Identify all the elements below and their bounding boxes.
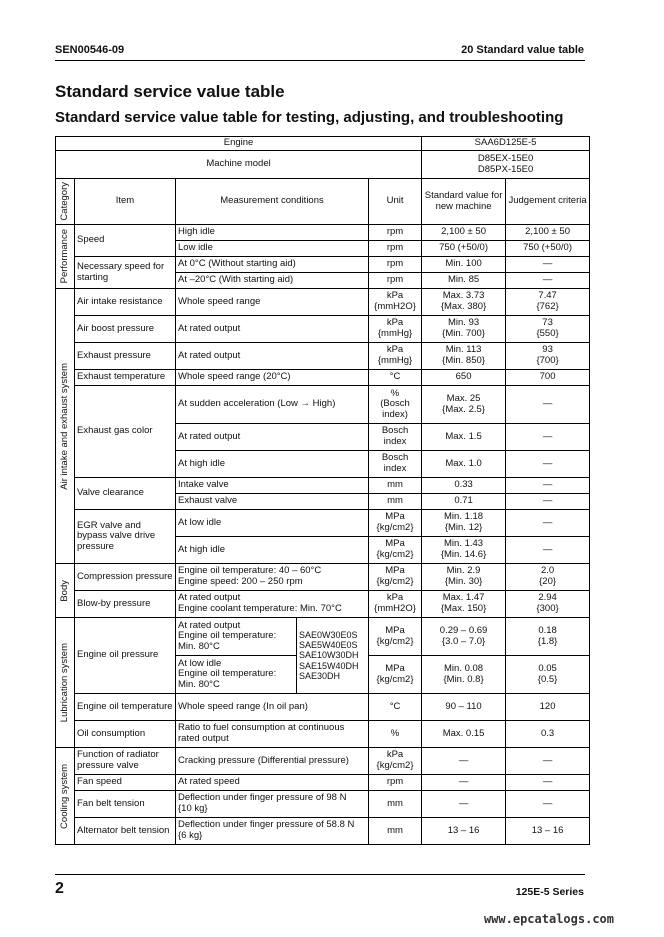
unit: °C bbox=[369, 694, 422, 721]
table-row bbox=[56, 791, 590, 818]
standard-value: 750 (+50/0) bbox=[422, 241, 506, 257]
item-oil-consumption: Oil consumption bbox=[75, 721, 176, 748]
judgement-value: — bbox=[506, 257, 590, 273]
judgement-value: — bbox=[506, 775, 590, 791]
unit: MPa {kg/cm2} bbox=[369, 510, 422, 537]
table-row bbox=[56, 478, 590, 494]
standard-value: Min. 93 {Min. 700} bbox=[422, 316, 506, 343]
unit-header: Unit bbox=[369, 179, 422, 225]
standard-value: Max. 1.47 {Max. 150} bbox=[422, 591, 506, 618]
unit: MPa {kg/cm2} bbox=[369, 618, 422, 656]
category-header: Category bbox=[56, 179, 75, 225]
condition: Whole speed range (In oil pan) bbox=[176, 694, 369, 721]
standard-value: Min. 1.43 {Min. 14.6} bbox=[422, 537, 506, 564]
judgement-value: 2.0 {20} bbox=[506, 564, 590, 591]
column-header-row bbox=[56, 179, 590, 225]
judgement-value: 0.18 {1.8} bbox=[506, 618, 590, 656]
judgement-value: 13 – 16 bbox=[506, 818, 590, 845]
standard-value: Min. 113 {Min. 850} bbox=[422, 343, 506, 370]
machine-model-2: D85PX-15E0 bbox=[477, 163, 534, 175]
standard-value: Min. 2.9 {Min. 30} bbox=[422, 564, 506, 591]
unit: % bbox=[369, 721, 422, 748]
unit: MPa {kg/cm2} bbox=[369, 656, 422, 694]
judgement-value: — bbox=[506, 386, 590, 424]
standard-value: 0.33 bbox=[422, 478, 506, 494]
category-lubrication: Lubrication system bbox=[56, 618, 75, 748]
condition: Whole speed range bbox=[176, 289, 369, 316]
conditions-header: Measurement conditions bbox=[176, 179, 369, 225]
standard-value: Max. 0.15 bbox=[422, 721, 506, 748]
condition: Deflection under finger pressure of 58.8 N {6 kg} bbox=[176, 818, 369, 845]
standard-value: — bbox=[422, 791, 506, 818]
footer-rule bbox=[55, 874, 585, 875]
standard-value: 0.29 – 0.69 {3.0 – 7.0} bbox=[422, 618, 506, 656]
standard-value: 13 – 16 bbox=[422, 818, 506, 845]
standard-value-table bbox=[55, 136, 590, 845]
watermark: www.epcatalogs.com bbox=[483, 912, 614, 926]
judgement-value: — bbox=[506, 510, 590, 537]
table-row bbox=[56, 721, 590, 748]
machine-row bbox=[56, 151, 590, 179]
item-radiator-pressure-valve: Function of radiator pressure valve bbox=[75, 748, 176, 775]
table-row bbox=[56, 510, 590, 537]
page-subtitle: Standard service value table for testing, adjusting, and troubleshooting bbox=[55, 109, 564, 126]
unit: mm bbox=[369, 818, 422, 845]
item-exhaust-temperature: Exhaust temperature bbox=[75, 370, 176, 386]
table-row bbox=[56, 818, 590, 845]
unit: kPa {kg/cm2} bbox=[369, 748, 422, 775]
category-air-intake: Air intake and exhaust system bbox=[56, 289, 75, 564]
judgement-value: 700 bbox=[506, 370, 590, 386]
item-compression-pressure: Compression pressure bbox=[75, 564, 176, 591]
standard-value: Max. 1.0 bbox=[422, 451, 506, 478]
condition: Engine oil temperature: 40 – 60°C Engine speed: 200 – 250 rpm bbox=[176, 564, 369, 591]
standard-value: Max. 1.5 bbox=[422, 424, 506, 451]
item-speed: Speed bbox=[75, 225, 176, 257]
judgement-value: — bbox=[506, 494, 590, 510]
unit: rpm bbox=[369, 775, 422, 791]
judgement-value: 2.94 {300} bbox=[506, 591, 590, 618]
item-exhaust-pressure: Exhaust pressure bbox=[75, 343, 176, 370]
judgement-value: 93 {700} bbox=[506, 343, 590, 370]
unit: Bosch index bbox=[369, 451, 422, 478]
condition: Intake valve bbox=[176, 478, 369, 494]
unit: rpm bbox=[369, 257, 422, 273]
document-code: SEN00546-09 bbox=[55, 44, 125, 56]
standard-value: Max. 25 {Max. 2.5} bbox=[422, 386, 506, 424]
engine-label: Engine bbox=[56, 137, 422, 151]
standard-value: Min. 85 bbox=[422, 273, 506, 289]
condition: At rated output bbox=[176, 343, 369, 370]
standard-value: 90 – 110 bbox=[422, 694, 506, 721]
standard-value: Min. 100 bbox=[422, 257, 506, 273]
engine-value: SAA6D125E-5 bbox=[422, 137, 590, 151]
judgement-value: 7.47 {762} bbox=[506, 289, 590, 316]
category-body: Body bbox=[56, 564, 75, 618]
table-row bbox=[56, 370, 590, 386]
condition: At –20°C (With starting aid) bbox=[176, 273, 369, 289]
condition: At rated output Engine coolant temperature: Min. 70°C bbox=[176, 591, 369, 618]
table-row bbox=[56, 564, 590, 591]
unit: °C bbox=[369, 370, 422, 386]
condition: At rated output bbox=[176, 316, 369, 343]
series-label: 125E-5 Series bbox=[515, 886, 584, 898]
standard-value: Max. 3.73 {Max. 380} bbox=[422, 289, 506, 316]
judgement-header: Judgement criteria bbox=[506, 179, 590, 225]
oil-grades: SAE0W30E0S SAE5W40E0S SAE10W30DH SAE15W40DH SAE30DH bbox=[297, 618, 369, 694]
unit: rpm bbox=[369, 241, 422, 257]
unit: kPa {mmHg} bbox=[369, 343, 422, 370]
standard-header: Standard value for new machine bbox=[422, 179, 506, 225]
standard-value: — bbox=[422, 775, 506, 791]
unit: mm bbox=[369, 791, 422, 818]
condition: At high idle bbox=[176, 451, 369, 478]
item-air-intake-resistance: Air intake resistance bbox=[75, 289, 176, 316]
table-row bbox=[56, 618, 590, 656]
item-fan-speed: Fan speed bbox=[75, 775, 176, 791]
condition: At sudden acceleration (Low → High) bbox=[176, 386, 369, 424]
judgement-value: 0.05 {0.5} bbox=[506, 656, 590, 694]
condition: At low idle Engine oil temperature: Min. 80°C bbox=[176, 656, 297, 694]
condition: At rated output Engine oil temperature: Min. 80°C bbox=[176, 618, 297, 656]
unit: MPa {kg/cm2} bbox=[369, 537, 422, 564]
unit: Bosch index bbox=[369, 424, 422, 451]
condition: Whole speed range (20°C) bbox=[176, 370, 369, 386]
section-title: 20 Standard value table bbox=[461, 44, 584, 56]
item-engine-oil-pressure: Engine oil pressure bbox=[75, 618, 176, 694]
judgement-value: — bbox=[506, 451, 590, 478]
item-engine-oil-temperature: Engine oil temperature bbox=[75, 694, 176, 721]
unit: % (Bosch index) bbox=[369, 386, 422, 424]
judgement-value: 120 bbox=[506, 694, 590, 721]
condition: At 0°C (Without starting aid) bbox=[176, 257, 369, 273]
unit: mm bbox=[369, 494, 422, 510]
table-row bbox=[56, 343, 590, 370]
standard-value: Min. 0.08 {Min. 0.8} bbox=[422, 656, 506, 694]
item-header: Item bbox=[75, 179, 176, 225]
judgement-value: 2,100 ± 50 bbox=[506, 225, 590, 241]
table-row bbox=[56, 316, 590, 343]
unit: kPa {mmH2O} bbox=[369, 289, 422, 316]
unit: kPa {mmHg} bbox=[369, 316, 422, 343]
table-row bbox=[56, 289, 590, 316]
unit: rpm bbox=[369, 225, 422, 241]
unit: mm bbox=[369, 478, 422, 494]
item-alternator-belt-tension: Alternator belt tension bbox=[75, 818, 176, 845]
condition: Low idle bbox=[176, 241, 369, 257]
category-performance: Performance bbox=[56, 225, 75, 289]
table-row bbox=[56, 225, 590, 241]
judgement-value: — bbox=[506, 478, 590, 494]
unit: MPa {kg/cm2} bbox=[369, 564, 422, 591]
standard-value: — bbox=[422, 748, 506, 775]
category-cooling: Cooling system bbox=[56, 748, 75, 845]
condition: At low idle bbox=[176, 510, 369, 537]
table-row bbox=[56, 748, 590, 775]
condition: Ratio to fuel consumption at continuous rated output bbox=[176, 721, 369, 748]
standard-value: 0.71 bbox=[422, 494, 506, 510]
item-blow-by-pressure: Blow-by pressure bbox=[75, 591, 176, 618]
judgement-value: — bbox=[506, 748, 590, 775]
table-row bbox=[56, 694, 590, 721]
judgement-value: — bbox=[506, 791, 590, 818]
table-row bbox=[56, 591, 590, 618]
judgement-value: — bbox=[506, 273, 590, 289]
judgement-value: 0.3 bbox=[506, 721, 590, 748]
condition: Deflection under finger pressure of 98 N {10 kg} bbox=[176, 791, 369, 818]
standard-value: 650 bbox=[422, 370, 506, 386]
page-title: Standard service value table bbox=[55, 82, 285, 101]
engine-row bbox=[56, 137, 590, 151]
condition: High idle bbox=[176, 225, 369, 241]
judgement-value: — bbox=[506, 424, 590, 451]
condition: At rated speed bbox=[176, 775, 369, 791]
judgement-value: — bbox=[506, 537, 590, 564]
machine-value bbox=[422, 151, 590, 179]
judgement-value: 750 (+50/0) bbox=[506, 241, 590, 257]
item-exhaust-gas-color: Exhaust gas color bbox=[75, 386, 176, 478]
header-rule bbox=[55, 60, 585, 61]
table-row bbox=[56, 257, 590, 273]
table-row bbox=[56, 386, 590, 424]
standard-value: 2,100 ± 50 bbox=[422, 225, 506, 241]
judgement-value: 73 {550} bbox=[506, 316, 590, 343]
machine-label: Machine model bbox=[56, 151, 422, 179]
machine-model-1: D85EX-15E0 bbox=[477, 152, 534, 164]
condition: Cracking pressure (Differential pressure) bbox=[176, 748, 369, 775]
unit: kPa {mmH2O} bbox=[369, 591, 422, 618]
item-valve-clearance: Valve clearance bbox=[75, 478, 176, 510]
item-starting-speed: Necessary speed for starting bbox=[75, 257, 176, 289]
standard-value: Min. 1.18 {Min. 12} bbox=[422, 510, 506, 537]
item-fan-belt-tension: Fan belt tension bbox=[75, 791, 176, 818]
table-row bbox=[56, 775, 590, 791]
condition: At high idle bbox=[176, 537, 369, 564]
page-number: 2 bbox=[55, 880, 64, 897]
condition: Exhaust valve bbox=[176, 494, 369, 510]
item-air-boost-pressure: Air boost pressure bbox=[75, 316, 176, 343]
unit: rpm bbox=[369, 273, 422, 289]
item-egr-valve: EGR valve and bypass valve drive pressure bbox=[75, 510, 176, 564]
condition: At rated output bbox=[176, 424, 369, 451]
